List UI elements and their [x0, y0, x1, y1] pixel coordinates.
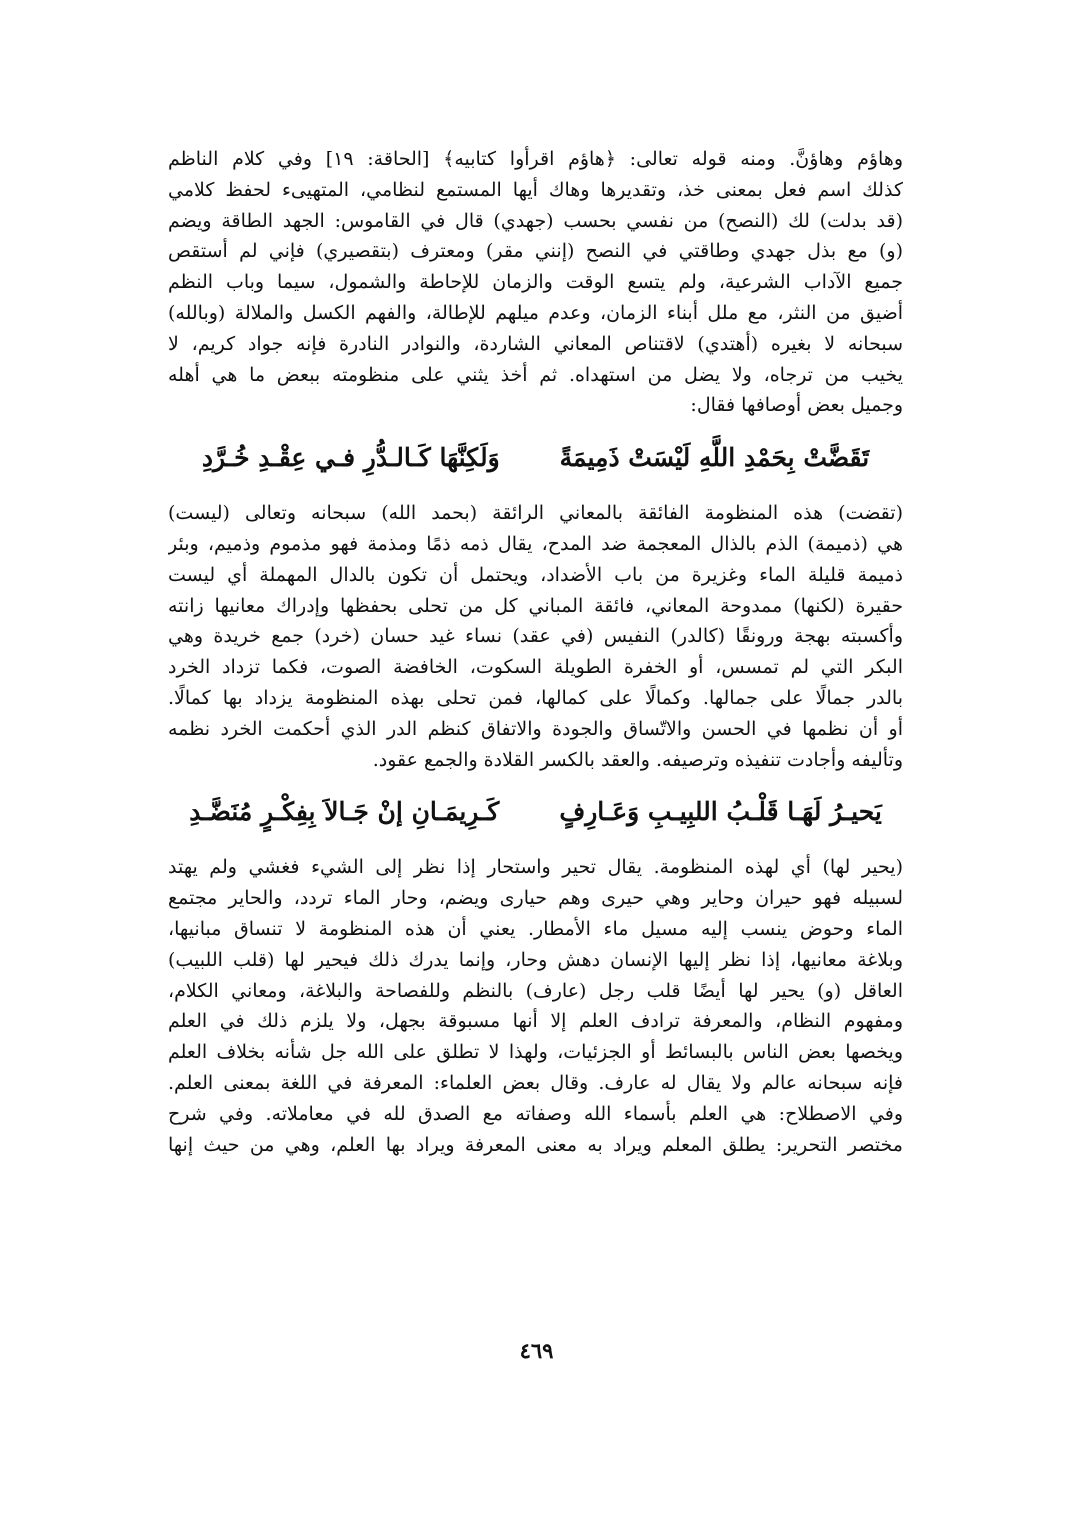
text-line: بالدر جمالًا على جمالها. وكمالًا على كمالها، فمن تحلى بهذه المنظومة يزداد بها كمالًا. [168, 686, 903, 709]
verse-2 [168, 797, 903, 826]
text-line: (و) مع بذل جهدي وطاقتي في النصح (إنني مقر) ومعترف (بتقصيري) فإني لم أستقص [168, 240, 903, 263]
text-line: وهاؤم وهاؤنَّ. ومنه قوله تعالى: ﴿هاؤم اقرأوا كتابيه﴾ [الحاقة: ١٩] وفي كلام الناظم [168, 148, 903, 170]
text-line: لسبيله فهو حيران وحاير وهي حيرى وهم حيارى ويضم، وحار الماء تردد، والحاير مجتمع [168, 887, 903, 910]
text-line: أو أن نظمها في الحسن والاتّساق والجودة والاتفاق كنظم الدر الذي أحكمت الخرد نظمه [168, 717, 903, 740]
verse-2-first-hemistich: يَحيـرُ لَهَـا قَلْـبُ اللبِيـبِ وَعَـارِفٍ [559, 797, 882, 827]
text-line: (قد بدلت) لك (النصح) من نفسي بحسب (جهدي) قال في القاموس: الجهد الطاقة ويضم [168, 209, 903, 232]
paragraph-2 [168, 498, 903, 775]
text-line: فإنه سبحانه عالم ولا يقال له عارف. وقال بعض العلماء: المعرفة في اللغة بمعنى العلم. [168, 1071, 903, 1094]
text-line: (يحير لها) أي لهذه المنظومة. يقال تحير واستحار إذا نظر إلى الشيء فغشي ولم يهتد [168, 856, 903, 879]
text-line: هي (ذميمة) الذم بالذال المعجمة ضد المدح، يقال ذمه ذمًا ومذمة فهو مذموم وذميم، وبئر [168, 532, 903, 555]
text-line: البكر التي لم تمسس، أو الخفرة الطويلة السكوت، الخافضة الصوت، فكما تزداد الخرد [168, 656, 903, 679]
text-line: كذلك اسم فعل بمعنى خذ، وتقديرها وهاك أيها المستمع لنظامي، المتهيىء لحفظ كلامي [168, 178, 903, 201]
text-line: وفي الاصطلاح: هي العلم بأسماء الله وصفاته مع الصدق لله في معاملاته. وفي شرح [168, 1102, 903, 1125]
text-line: أضيق من النثر، مع ملل أبناء الزمان، وعدم ميلهم للإطالة، والفهم الكسل والملالة (وبالله) [168, 301, 903, 324]
text-line: حقيرة (لكنها) ممدوحة المعاني، فائقة المباني كل من تحلى بحفظها وإدراك معانيها زانته [168, 594, 903, 617]
text-line: ذميمة قليلة الماء وغزيرة من باب الأضداد، ويحتمل أن تكون بالدال المهملة أي ليست [168, 563, 903, 586]
text-line: مختصر التحرير: يطلق المعلم ويراد به معنى المعرفة ويراد بها العلم، وهي من حيث إنها [168, 1133, 903, 1156]
verse-2-second-hemistich: كَـرِيمَـانِ إنْ جَـالاَ بِفِكْـرٍ مُنَضَّـدِ [189, 797, 500, 827]
verse-1-first-hemistich: تَقَضَّتْ بِحَمْدِ اللَّهِ لَيْسَتْ ذَمِيمَةً [559, 443, 870, 473]
verse-1-second-hemistich: وَلَكِنَّهَا كَـالـدُّرِ فـي عِقْـدِ خُـرَّدِ [201, 443, 500, 473]
verse-1 [168, 443, 903, 472]
page-number: ٤٦٩ [519, 1338, 554, 1363]
text-line: وتأليفه وأجادت تنفيذه وترصيفه. والعقد بالكسر القلادة والجمع عقود. [372, 748, 903, 771]
text-line: ويخصها بعض الناس بالبسائط أو الجزئيات، ولهذا لا تطلق على الله جل شأنه بخلاف العلم [168, 1041, 903, 1064]
text-line: وبلاغة معانيها، إذا نظر إليها الإنسان دهش وحار، وإنما يدرك ذلك فيحير لها (قلب اللبيب) [168, 948, 903, 971]
text-line: (تقضت) هذه المنظومة الفائقة بالمعاني الرائقة (بحمد الله) سبحانه وتعالى (ليست) [168, 502, 903, 525]
text-line: وأكسبته بهجة ورونقًا (كالدر) النفيس (في عقد) نساء غيد حسان (خرد) جمع خريدة وهي [168, 625, 903, 648]
text-line: يخيب من ترجاه، ولا يضل من استهداه. ثم أخذ يثني على منظومته ببعض ما هي أهله [168, 363, 903, 386]
text-line: العاقل (و) يحير لها أيضًا قلب رجل (عارف) بالنظم وللفصاحة والبلاغة، ومعاني الكلام، [168, 979, 903, 1002]
text-line: وجميل بعض أوصافها فقال: [690, 394, 903, 417]
text-line: الماء وحوض ينسب إليه مسيل ماء الأمطار. يعني أن هذه المنظومة لا تنساق مبانيها، [168, 917, 903, 940]
paragraph-1 [168, 144, 903, 421]
text-line: ومفهوم النظام، والمعرفة ترادف العلم إلا أنها مسبوقة بجهل، ولا يلزم ذلك في العلم [168, 1010, 903, 1033]
paragraph-3 [168, 852, 903, 1160]
text-line: جميع الآداب الشرعية، ولم يتسع الوقت والزمان للإحاطة والشمول، سيما وباب النظم [168, 271, 903, 294]
text-line: سبحانه لا بغيره (أهتدي) لاقتناص المعاني الشاردة، والنوادر النادرة فإنه جواد كريم، لا [168, 332, 903, 355]
